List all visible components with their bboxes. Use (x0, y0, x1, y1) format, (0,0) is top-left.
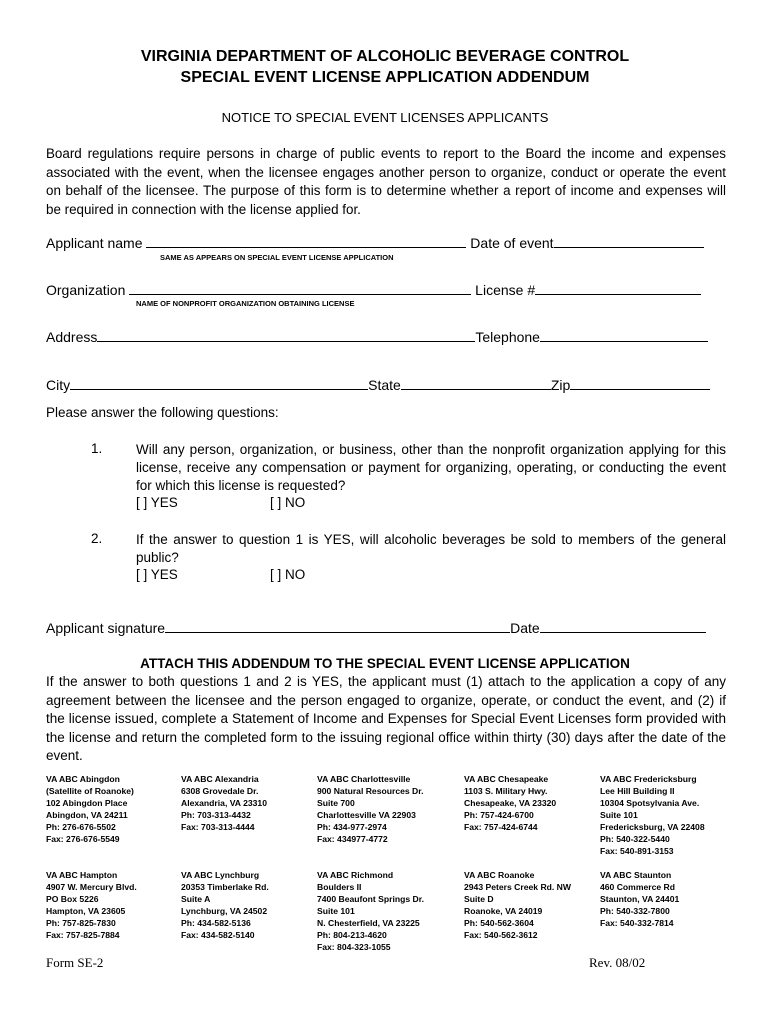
signature-row (46, 620, 706, 636)
question-1-yes-checkbox[interactable]: [ ] YES (136, 495, 178, 510)
state-label: State (368, 377, 401, 393)
city-row (46, 377, 710, 393)
telephone-field[interactable] (540, 329, 708, 342)
address-label: Address (46, 329, 98, 345)
zip-label: Zip (550, 377, 571, 393)
title-line-1: VIRGINIA DEPARTMENT OF ALCOHOLIC BEVERAGE CONTROL (140, 48, 630, 65)
address-row (46, 329, 708, 345)
applicant-name-sublabel: SAME AS APPEARS ON SPECIAL EVENT LICENSE APPLICATION (160, 253, 394, 262)
attach-paragraph: If the answer to both questions 1 and 2 is YES, the applicant must (1) attach to the application a copy of any agreement between the licensee and the person engaged to organize, operate, or conduct the event, and (2) if the license issued, complete a Statement of Income and Expenses for Special Event Licenses form provided with the license and return the completed form to the issuing regional office within thirty (30) days after the date of the event. (46, 674, 726, 764)
office-alexandria: VA ABC Alexandria 6308 Grovedale Dr. Alexandria, VA 23310 Ph: 703-313-4432 Fax: 703-313-4444 (181, 774, 267, 832)
signature-date-field[interactable] (540, 620, 706, 633)
office-chesapeake: VA ABC Chesapeake 1103 S. Military Hwy. Chesapeake, VA 23320 Ph: 757-424-6700 Fax: 757-424-6744 (464, 774, 557, 832)
questions-intro: Please answer the following questions: (46, 405, 279, 420)
office-staunton: VA ABC Staunton 460 Commerce Rd Staunton, VA 24401 Ph: 540-332-7800 Fax: 540-332-7814 (600, 870, 680, 928)
license-label: License # (475, 282, 536, 298)
intro-paragraph: Board regulations require persons in charge of public events to report to the Board the income and expenses associated with the event, when the licensee engages another person to organize, conduct or operate the event on behalf of the licensee. The purpose of this form is to determine whether a report of income and expenses will be required in connection with the license applied for. (46, 146, 726, 217)
organization-sublabel: NAME OF NONPROFIT ORGANIZATION OBTAINING LICENSE (136, 299, 355, 308)
office-roanoke: VA ABC Roanoke 2943 Peters Creek Rd. NW Suite D Roanoke, VA 24019 Ph: 540-562-3604 Fax: 540-562-3612 (464, 870, 571, 940)
signature-field[interactable] (165, 620, 510, 633)
organization-label: Organization (46, 282, 126, 298)
telephone-label: Telephone (475, 329, 540, 345)
office-richmond: VA ABC Richmond Boulders II 7400 Beaufont Springs Dr. Suite 101 N. Chesterfield, VA 23225 Ph: 804-213-4620 Fax: 804-323-1055 (317, 870, 424, 952)
office-hampton: VA ABC Hampton 4907 W. Mercury Blvd. PO Box 5226 Hampton, VA 23605 Ph: 757-825-7830 Fax: 757-825-7884 (46, 870, 137, 940)
office-lynchburg: VA ABC Lynchburg 20353 Timberlake Rd. Suite A Lynchburg, VA 24502 Ph: 434-582-5136 Fax: 434-582-5140 (181, 870, 269, 940)
address-field[interactable] (97, 329, 475, 342)
date-of-event-field[interactable] (554, 235, 704, 248)
revision-date: Rev. 08/02 (589, 955, 646, 970)
organization-row (46, 282, 701, 298)
notice-heading: NOTICE TO SPECIAL EVENT LICENSES APPLICANTS (221, 110, 549, 125)
organization-field[interactable] (129, 282, 471, 295)
question-2-number: 2. (91, 531, 103, 546)
question-1-text: Will any person, organization, or business, other than the nonprofit organization applying for this license, receive any compensation or payment for organizing, operating, or conducting the event for which this license is requested? (136, 442, 726, 493)
office-abingdon: VA ABC Abingdon (Satellite of Roanoke) 102 Abingdon Place Abingdon, VA 24211 Ph: 276-676-5502 Fax: 276-676-5549 (46, 774, 134, 844)
question-2-yes-checkbox[interactable]: [ ] YES (136, 567, 178, 582)
question-1-number: 1. (91, 441, 103, 456)
attach-heading: ATTACH THIS ADDENDUM TO THE SPECIAL EVENT LICENSE APPLICATION (140, 656, 630, 671)
license-field[interactable] (535, 282, 701, 295)
city-label: City (46, 377, 71, 393)
city-field[interactable] (70, 377, 368, 390)
date-of-event-label: Date of event (470, 235, 554, 251)
question-2-no-checkbox[interactable]: [ ] NO (270, 567, 306, 582)
office-fredericksburg: VA ABC Fredericksburg Lee Hill Building II 10304 Spotsylvania Ave. Suite 101 Fredericksburg, VA 22408 Ph: 540-322-5440 Fax: 540-891-3153 (600, 774, 705, 856)
applicant-row (46, 235, 704, 251)
question-2-text: If the answer to question 1 is YES, will alcoholic beverages be sold to members of the general public? (136, 532, 726, 565)
state-field[interactable] (401, 377, 551, 390)
office-charlottesville: VA ABC Charlottesville 900 Natural Resources Dr. Suite 700 Charlottesville VA 22903 Ph: 434-977-2974 Fax: 434977-4772 (317, 774, 424, 844)
title-line-2: SPECIAL EVENT LICENSE APPLICATION ADDENDUM (180, 69, 590, 86)
signature-date-label: Date (510, 620, 540, 636)
question-1-no-checkbox[interactable]: [ ] NO (270, 495, 306, 510)
applicant-name-label: Applicant name (46, 235, 143, 251)
form-number: Form SE-2 (46, 955, 104, 970)
zip-field[interactable] (570, 377, 710, 390)
signature-label: Applicant signature (46, 620, 166, 636)
applicant-name-field[interactable] (146, 235, 466, 248)
